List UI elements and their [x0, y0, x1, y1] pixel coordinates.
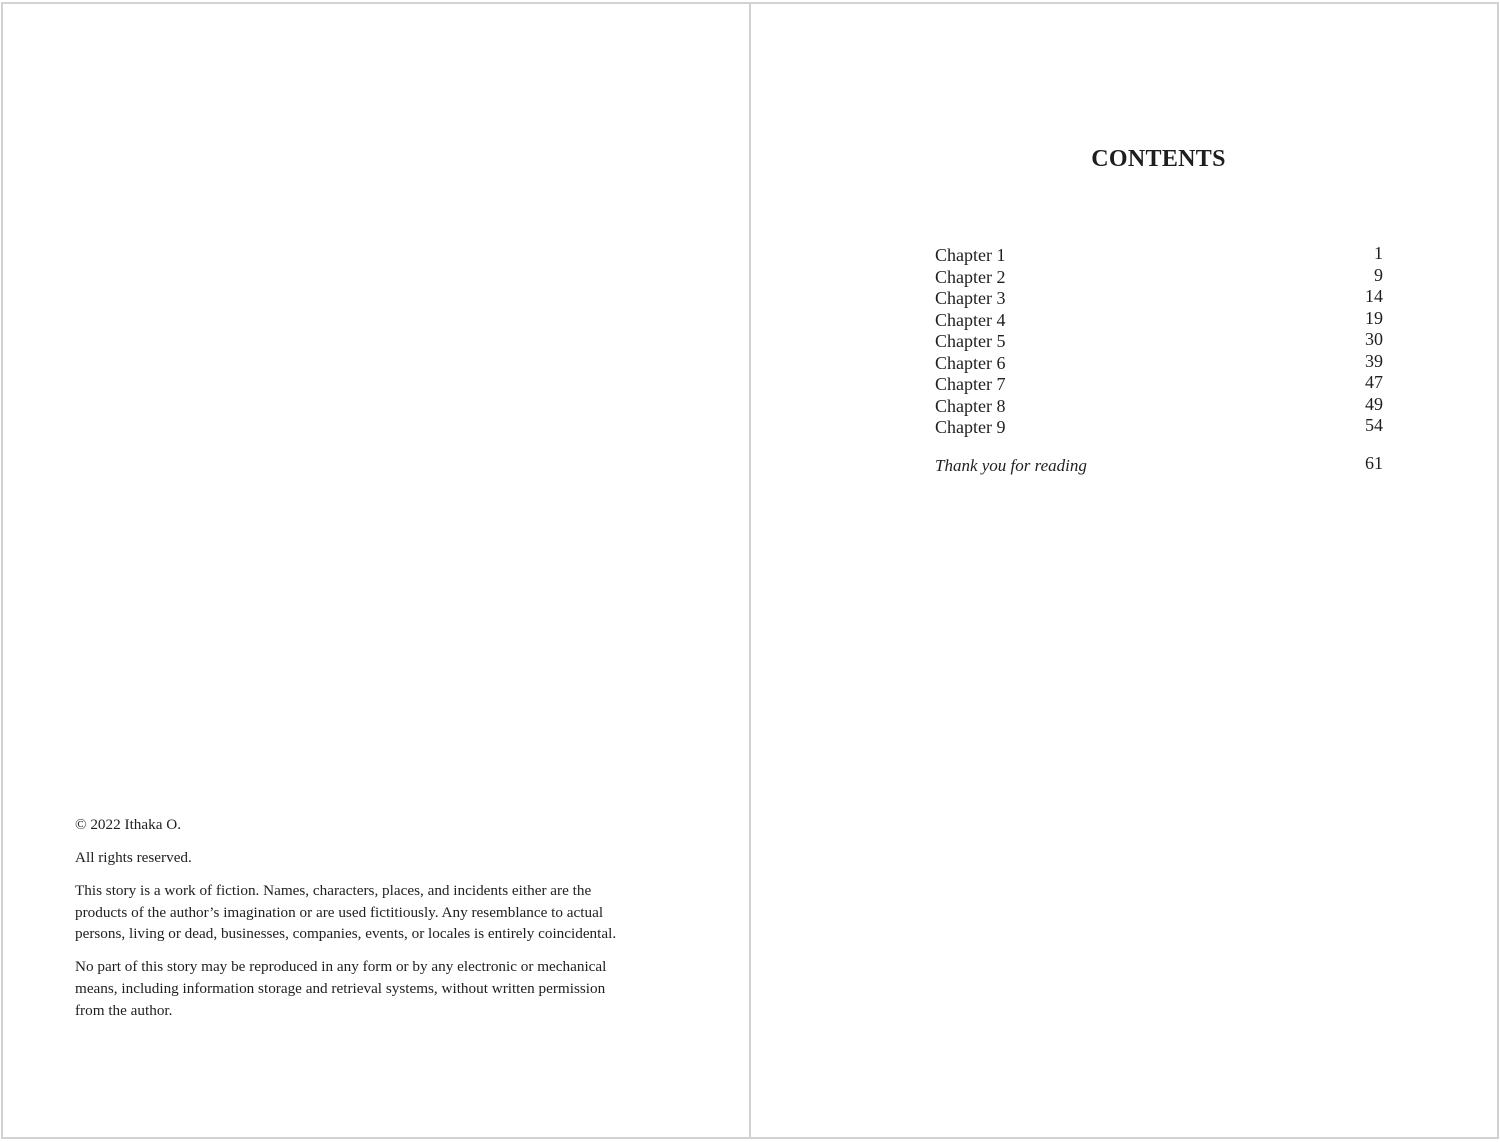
contents-page: [750, 2, 1499, 1139]
toc-entry-page: 30: [1365, 329, 1383, 349]
toc-entry-chapter-2[interactable]: [935, 264, 1383, 289]
toc-entry-page: 9: [1374, 264, 1383, 285]
copyright-page: [1, 2, 750, 1139]
toc-entry-page: 39: [1365, 350, 1383, 371]
toc-entry-chapter-1[interactable]: [935, 245, 1383, 267]
toc-entry-chapter-5[interactable]: [935, 331, 1383, 353]
toc-entry-chapter-8[interactable]: [935, 393, 1383, 418]
toc-entry-page: 47: [1365, 372, 1383, 392]
contents-title: CONTENTS: [1091, 146, 1226, 172]
toc-entry-label: Chapter 3: [935, 288, 1006, 308]
toc-entry-label: Chapter 8: [935, 395, 1006, 416]
toc-entry-page: 49: [1365, 393, 1383, 414]
toc-entry-thank-you[interactable]: [935, 452, 1383, 477]
toc-entry-label: Chapter 7: [935, 374, 1006, 394]
toc-entry-chapter-6[interactable]: [935, 350, 1383, 375]
toc-entry-page: 54: [1365, 415, 1383, 435]
reproduction-notice: No part of this story may be reproduced in any form or by any electronic or mechanical means, including information storage and retrieval systems, without written permission from the author.: [75, 958, 607, 1019]
toc-entry-label: Chapter 5: [935, 331, 1006, 351]
copyright-notice: [75, 814, 620, 1033]
toc-entry-page: 19: [1365, 307, 1383, 328]
toc-entry-label: Chapter 9: [935, 417, 1006, 437]
toc-entry-label: Chapter 2: [935, 266, 1006, 287]
toc-entry-page: 1: [1374, 243, 1383, 263]
copyright-line: © 2022 Ithaka O.: [75, 816, 182, 833]
toc-entry-label: Chapter 6: [935, 352, 1006, 373]
toc-entry-label: Thank you for reading: [935, 455, 1087, 475]
toc-entry-chapter-4[interactable]: [935, 307, 1383, 332]
toc-entry-label: Chapter 1: [935, 245, 1006, 265]
toc-entry-chapter-3[interactable]: [935, 288, 1383, 310]
toc-entry-chapter-9[interactable]: [935, 417, 1383, 439]
fiction-disclaimer: This story is a work of fiction. Names, characters, places, and incidents either are the products of the author’s imagination or are used fictitiously. Any resemblance to actual persons, living or dead, businesses, companies, events, or locales is entirely coincidental.: [75, 882, 617, 943]
toc-entry-page: 14: [1365, 286, 1383, 306]
contents-list: [935, 245, 1383, 476]
rights-reserved: All rights reserved.: [75, 849, 192, 867]
toc-entry-page: 61: [1365, 452, 1383, 473]
toc-entry-label: Chapter 4: [935, 309, 1006, 330]
toc-entry-chapter-7[interactable]: [935, 374, 1383, 396]
